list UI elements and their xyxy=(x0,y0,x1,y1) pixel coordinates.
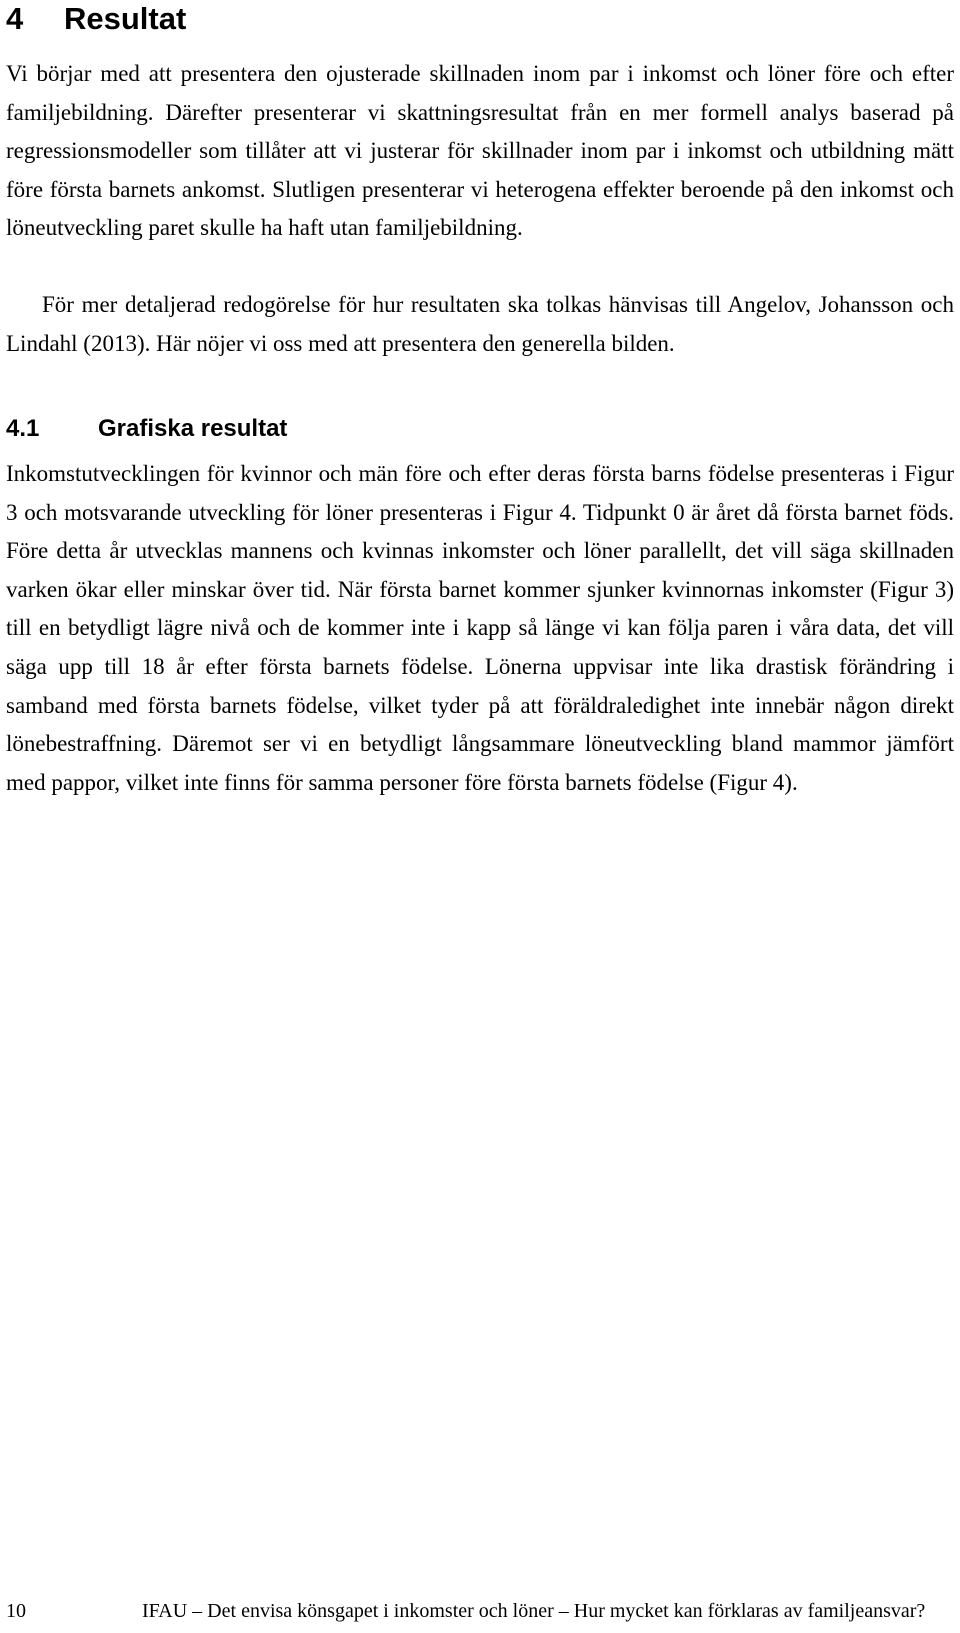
subsection-title: Grafiska resultat xyxy=(98,415,288,442)
subsection-heading xyxy=(6,414,287,444)
page-number: 10 xyxy=(6,1600,26,1622)
running-title: IFAU – Det envisa könsgapet i inkomster och löner – Hur mycket kan förklaras av familjeansvar? xyxy=(142,1600,926,1622)
page-footer xyxy=(6,1598,954,1624)
section-heading xyxy=(6,1,186,37)
results-paragraph: Inkomstutvecklingen för kvinnor och män före och efter deras första barns födelse presenteras i Figur 3 och motsvarande utveckling för löner presenteras i Figur 4. Tidpunkt 0 är året då första barnet föds. Före detta år utvecklas mannens och kvinnas inkomster och löner parallellt, det vill säga skillnaden varken ökar eller minskar över tid. När första barnet kommer sjunker kvinnornas inkomster (Figur 3) till en betydligt lägre nivå och de kommer inte i kapp så länge vi kan följa paren i våra data, det vill säga upp till 18 år efter första barnets födelse. Lönerna uppvisar inte lika drastisk förändring i samband med första barnets födelse, vilket tyder på att föräldraledighet inte innebär någon direkt lönebestraffning. Däremot ser vi en betydligt långsammare löneutveckling bland mammor jämfört med pappor, vilket inte finns för samma personer före första barnets födelse (Figur 4). xyxy=(6,461,954,795)
reference-paragraph: För mer detaljerad redogörelse för hur resultaten ska tolkas hänvisas till Angelov, Johansson och Lindahl (2013). Här nöjer vi oss med att presentera den generella bilden. xyxy=(6,292,954,356)
intro-paragraph: Vi börjar med att presentera den ojusterade skillnaden inom par i inkomst och löner före och efter familjebildning. Därefter presenterar vi skattningsresultat från en mer formell analys baserad på regressionsmodeller som tillåter att vi justerar för skillnader inom par i inkomst och utbildning mätt före första barnets ankomst. Slutligen presenterar vi heterogena effekter beroende på den inkomst och löneutveckling paret skulle ha haft utan familjebildning. xyxy=(6,61,954,241)
section-title: Resultat xyxy=(64,1,187,36)
section-number: 4 xyxy=(6,1,24,36)
subsection-number: 4.1 xyxy=(6,415,40,442)
